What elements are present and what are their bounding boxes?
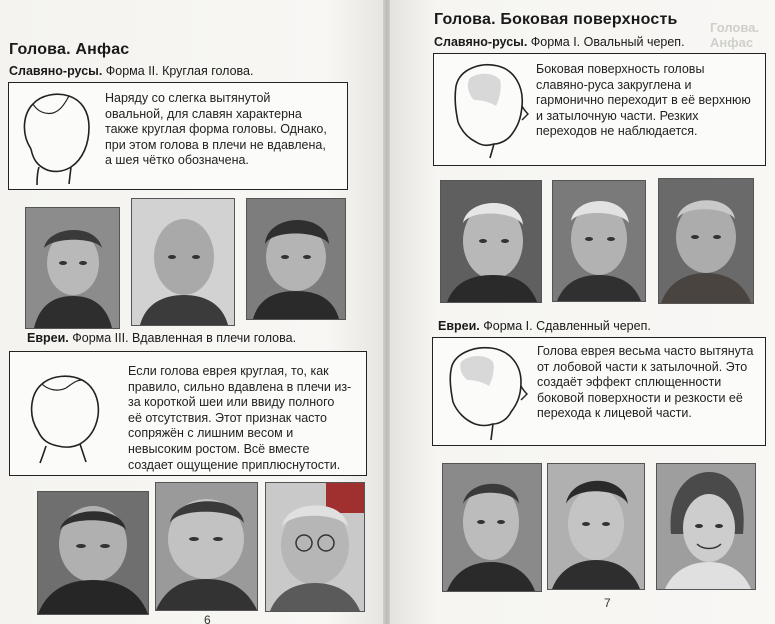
description-text: Если голова еврея круглая, то, как правило, сильно вдавлена в плечи из- за короткой шеи или ввиду полного её отсутствия. Этот признак часто сопряжён с лишним весом и невысоким ростом. Всё вместе создает ощущение приплюснутости. (128, 364, 352, 472)
portrait-photo (25, 207, 120, 329)
description-text: Наряду со слегка вытянутой овальной, для славян характерна также круглая форма головы. Однако, при этом голова в плечи не вдавлена, а шея чётко обозначена. (105, 91, 327, 168)
round-head-outline-icon (11, 89, 101, 189)
right-page (390, 0, 775, 624)
description-box (8, 82, 348, 190)
section-subtitle: Евреи. Форма I. Сдавленный череп. (438, 319, 651, 333)
description-text: Боковая поверхность головы славяно-руса закруглена и гармонично переходит в её верхнюю и затылочную части. Резких переходов не наблюдается. (536, 62, 751, 139)
page-number: 7 (604, 596, 611, 610)
portrait-photo (265, 482, 365, 612)
portrait-photo (552, 180, 646, 302)
description-box (432, 337, 766, 446)
description-text: Голова еврея весьма часто вытянута от лобовой части к затылочной. Это создаёт эффект сплющенности боковой поверхности и резкости её перехода к лицевой части. (537, 344, 754, 421)
section-subtitle: Славяно-русы. Форма II. Круглая голова. (9, 64, 254, 78)
bleed-through-text: Голова. Анфас (710, 20, 760, 50)
portrait-photo (155, 482, 258, 611)
round-head-outline-icon (16, 366, 116, 466)
portrait-photo (547, 463, 645, 590)
portrait-photo (658, 178, 754, 304)
left-page (0, 0, 384, 624)
portrait-photo (246, 198, 346, 320)
description-box (433, 53, 766, 166)
portrait-photo (440, 180, 542, 303)
page-title: Голова. Анфас (9, 41, 130, 58)
portrait-photo (131, 198, 235, 326)
portrait-photo (37, 491, 149, 615)
page-title: Голова. Боковая поверхность (434, 11, 678, 28)
section-subtitle: Евреи. Форма III. Вдавленная в плечи голова. (27, 331, 297, 345)
compressed-head-profile-icon (435, 340, 535, 444)
description-box (9, 351, 367, 476)
section-subtitle: Славяно-русы. Форма I. Овальный череп. (434, 35, 685, 49)
portrait-photo (656, 463, 756, 590)
portrait-photo (442, 463, 542, 592)
oval-head-profile-icon (438, 58, 534, 164)
page-number: 6 (204, 613, 211, 624)
